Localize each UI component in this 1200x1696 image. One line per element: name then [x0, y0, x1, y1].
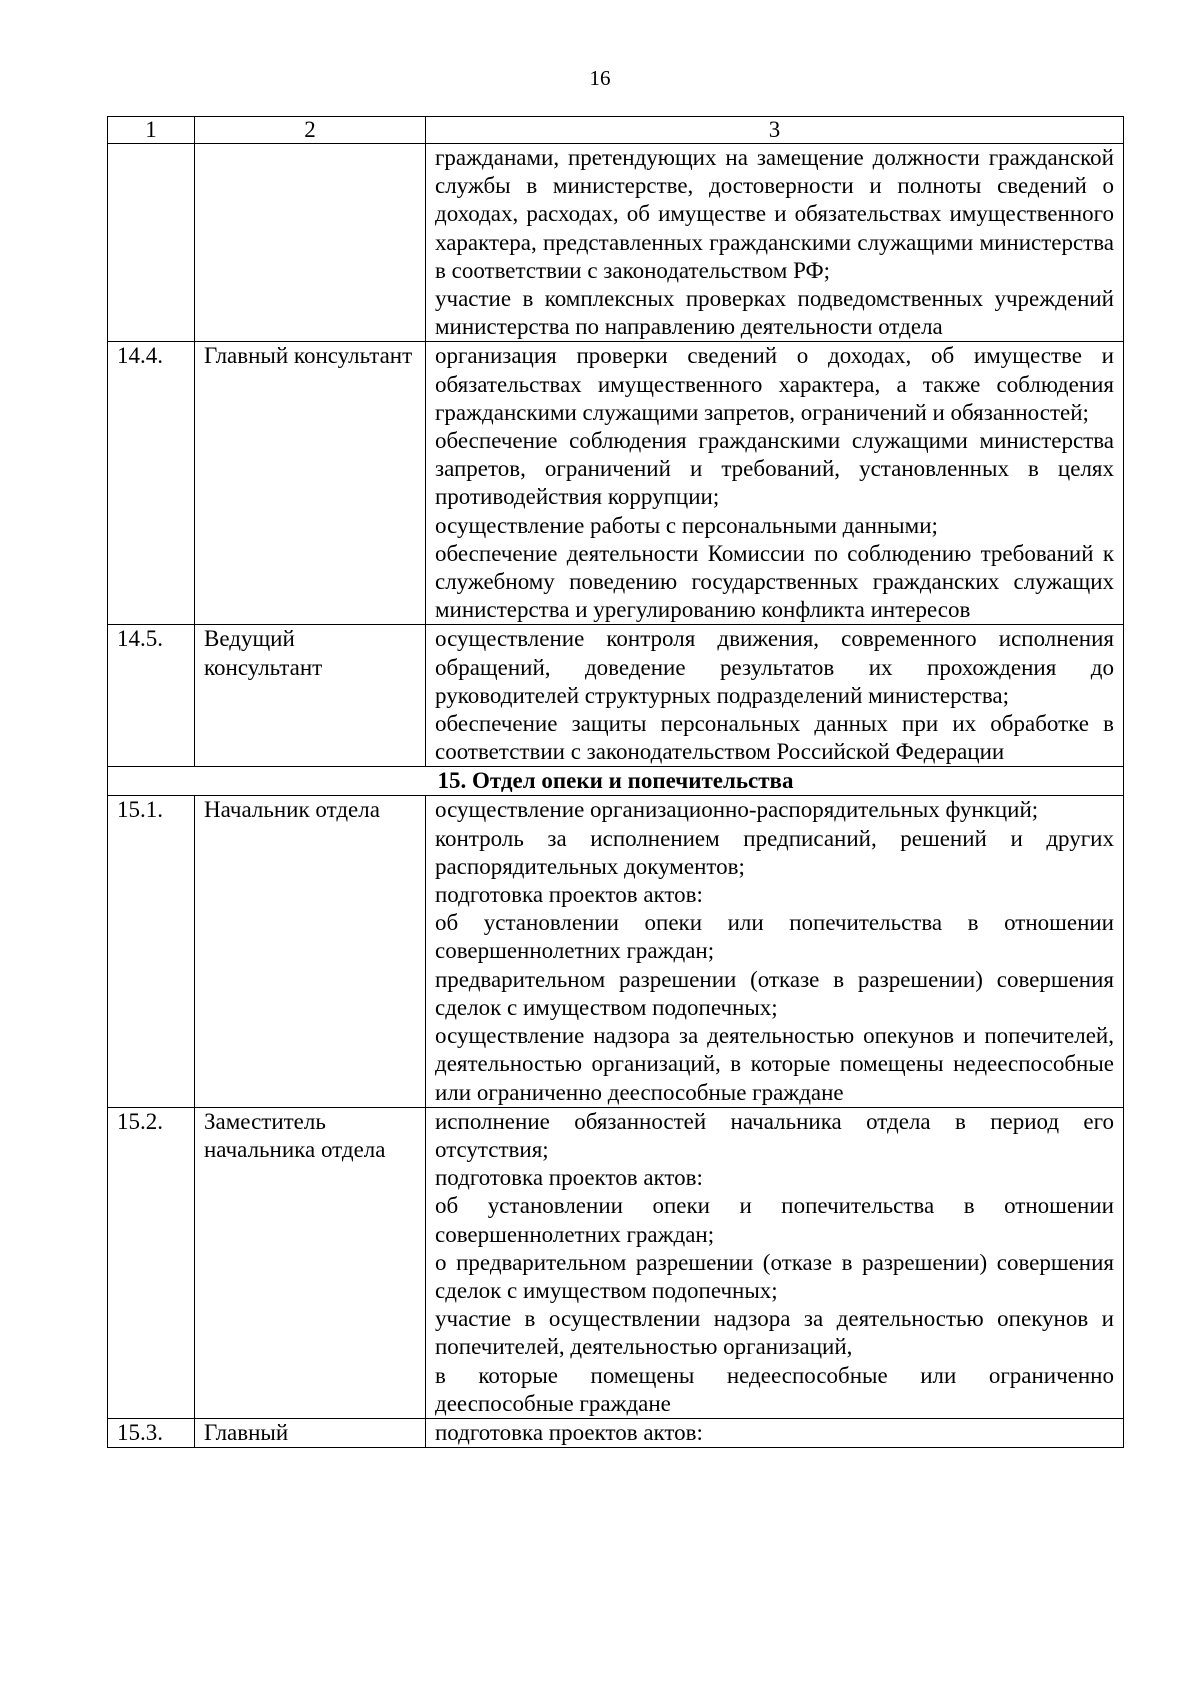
table-row-15-3 [108, 1418, 1124, 1447]
section-heading: 15. Отдел опеки и попечительства [108, 767, 1124, 796]
position-title: Начальник отдела [195, 796, 426, 1107]
duty-item: гражданами, претендующих на замещение должности гражданской службы в министерстве, достоверности и полноты сведений о доходах, расходах, об имуществе и обязательствах имущественного характера, представленных гражданскими служащими министерства в соответствии с законодательством РФ; [435, 145, 1114, 283]
duties-cell [426, 1107, 1124, 1418]
table-row-15-1 [108, 796, 1124, 1107]
duty-item: в которые помещены недееспособные или ограниченно дееспособные граждане [435, 1362, 1114, 1416]
duty-item: осуществление работы с персональными данными; [435, 512, 938, 538]
duty-item: подготовка проектов актов: [435, 882, 703, 908]
position-title: Заместитель начальника отдела [195, 1107, 426, 1418]
row-number: 15.1. [108, 796, 195, 1107]
duty-item: об установлении опеки или попечительства в отношении совершеннолетних граждан; [435, 910, 1114, 964]
row-number: 15.3. [108, 1418, 195, 1447]
position-cell [195, 144, 426, 342]
table-row-15-2 [108, 1107, 1124, 1418]
section-heading-row [108, 767, 1124, 796]
table-row-continuation [108, 144, 1124, 342]
duty-item: участие в комплексных проверках подведомственных учреждений министерства по направлению деятельности отдела [435, 286, 1114, 340]
row-number: 15.2. [108, 1107, 195, 1418]
duty-item: об установлении опеки и попечительства в отношении совершеннолетних граждан; [435, 1193, 1114, 1247]
duties-cell [426, 342, 1124, 625]
row-number: 14.5. [108, 625, 195, 767]
duty-item: подготовка проектов актов: [435, 1165, 703, 1191]
duty-item: обеспечение деятельности Комиссии по соблюдению требований к служебному поведению государственных гражданских служащих министерства и урегулированию конфликта интересов [435, 540, 1114, 623]
duty-item: исполнение обязанностей начальника отдела в период его отсутствия; [435, 1108, 1114, 1162]
position-title: Ведущий консультант [195, 625, 426, 767]
duty-item: о предварительном разрешении (отказе в разрешении) совершения сделок с имуществом подопечных; [435, 1249, 1114, 1303]
duties-cell [426, 796, 1124, 1107]
duty-item: обеспечение защиты персональных данных при их обработке в соответствии с законодательством Российской Федерации [435, 711, 1114, 765]
position-title: Главный [195, 1418, 426, 1447]
duty-item: осуществление контроля движения, современного исполнения обращений, доведение результатов их прохождения до руководителей структурных подразделений министерства; [435, 626, 1114, 708]
duties-cell [426, 625, 1124, 767]
duty-item: осуществление организационно-распорядительных функций; [435, 797, 1039, 823]
duty-item: подготовка проектов актов: [435, 1419, 703, 1445]
page-number: 16 [589, 66, 611, 90]
duty-item: обеспечение соблюдения гражданскими служащими министерства запретов, ограничений и требований, установленных в целях противодействия коррупции; [435, 428, 1114, 510]
table-header-row [108, 117, 1124, 144]
header-cell-2: 2 [195, 117, 426, 144]
position-title: Главный консультант [195, 342, 426, 625]
duties-table [107, 116, 1124, 1448]
row-number-cell [108, 144, 195, 342]
header-cell-3: 3 [426, 117, 1124, 144]
table-row-14-4 [108, 342, 1124, 625]
duty-item: предварительном разрешении (отказе в разрешении) совершения сделок с имуществом подопечных; [435, 966, 1114, 1020]
duty-item: осуществление надзора за деятельностью опекунов и попечителей, деятельностью организаций, в которые помещены недееспособные или ограниченно дееспособные граждане [435, 1023, 1114, 1105]
duties-cell [426, 144, 1124, 342]
header-cell-1: 1 [108, 117, 195, 144]
row-number: 14.4. [108, 342, 195, 625]
table-row-14-5 [108, 625, 1124, 767]
duty-item: организация проверки сведений о доходах, об имуществе и обязательствах имущественного характера, а также соблюдения гражданскими служащими запретов, ограничений и обязанностей; [435, 343, 1114, 425]
duty-item: участие в осуществлении надзора за деятельностью опекунов и попечителей, деятельностью организаций, [435, 1306, 1114, 1360]
duties-cell [426, 1418, 1124, 1447]
duty-item: контроль за исполнением предписаний, решений и других распорядительных документов; [435, 825, 1114, 879]
